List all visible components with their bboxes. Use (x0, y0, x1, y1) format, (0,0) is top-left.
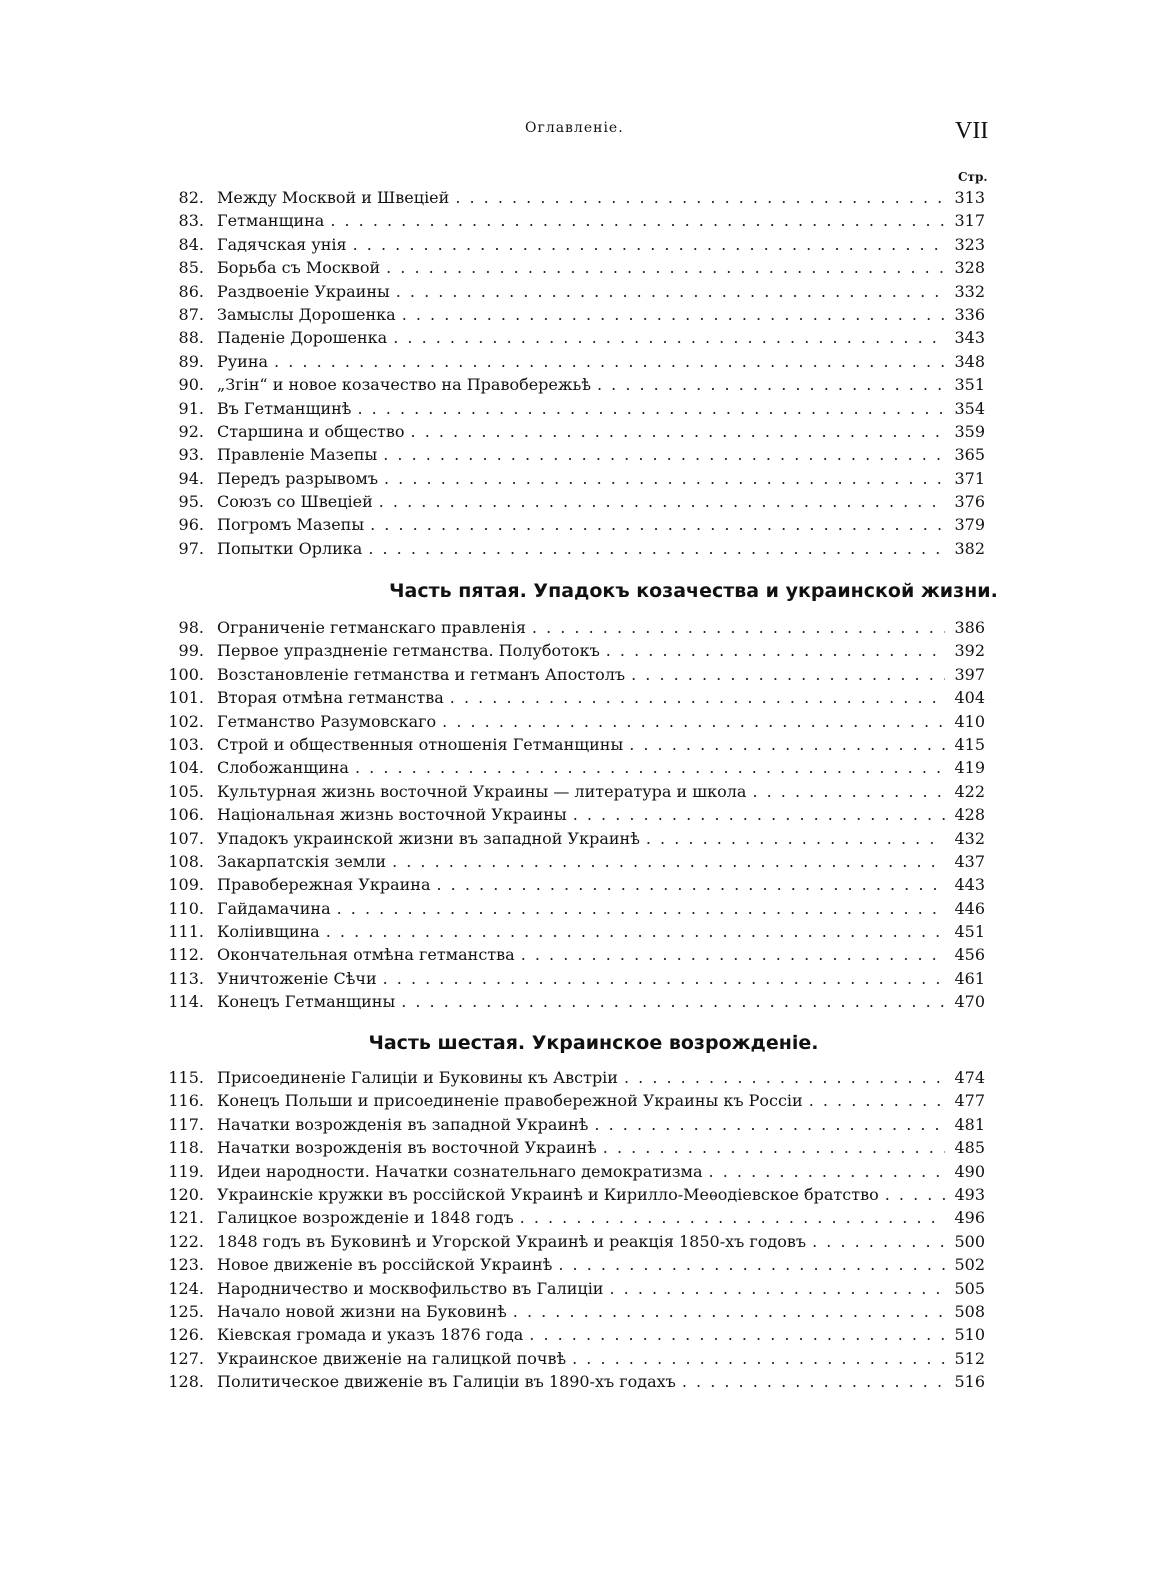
toc-entry (160, 710, 985, 733)
dot-leader (682, 1370, 945, 1393)
entry-number: 98. (178, 618, 204, 637)
toc-entry (160, 827, 985, 850)
entry-number: 128. (168, 1372, 204, 1392)
toc-entry (160, 1183, 985, 1206)
entry-title: Окончательная отмѣна гетманства (217, 945, 515, 965)
entry-number: 114. (168, 992, 204, 1012)
entry-title: Борьба съ Москвой (217, 258, 381, 278)
dot-leader (386, 256, 945, 279)
entry-number: 89. (178, 351, 204, 371)
dot-leader (379, 490, 945, 513)
entry-page-number: 500 (954, 1231, 985, 1251)
dot-leader (594, 1113, 945, 1136)
entry-number: 100. (168, 664, 204, 684)
entry-page-number: 332 (954, 281, 985, 301)
toc-entry (160, 1323, 985, 1346)
dot-leader (809, 1089, 945, 1112)
toc-entry (160, 513, 985, 536)
toc-entry (160, 1206, 985, 1229)
entry-title: Украинское движеніе на галицкой почвѣ (217, 1348, 567, 1368)
toc-entry (160, 537, 985, 560)
toc-entry (160, 686, 985, 709)
entry-page-number: 323 (954, 234, 985, 254)
entry-title: Гетманство Разумовскаго (217, 711, 437, 731)
entry-title: Погромъ Мазепы (217, 515, 365, 535)
entry-page-number: 379 (954, 515, 985, 535)
entry-title: Гайдамачина (217, 898, 331, 918)
entry-number: 94. (178, 468, 204, 488)
entry-title: Начатки возрожденія въ восточной Украинѣ (217, 1138, 597, 1158)
toc-entry (160, 943, 985, 966)
toc-entry (160, 420, 985, 443)
toc-entry (160, 803, 985, 826)
dot-leader (603, 1136, 945, 1159)
entry-page-number: 505 (954, 1278, 985, 1298)
entry-page-number: 474 (954, 1068, 985, 1087)
entry-number: 115. (168, 1068, 204, 1087)
toc-entry (160, 850, 985, 873)
toc-entry (160, 1347, 985, 1370)
entry-title: Галицкое возрожденіе и 1848 годъ (217, 1208, 514, 1228)
toc-entry (160, 663, 985, 686)
dot-leader (455, 186, 945, 209)
toc-entry (160, 1230, 985, 1253)
toc-entry (160, 467, 985, 490)
entry-page-number: 516 (954, 1372, 985, 1392)
toc-entry (160, 967, 985, 990)
entry-page-number: 419 (954, 758, 985, 778)
toc-entry (160, 443, 985, 466)
entry-page-number: 477 (954, 1091, 985, 1111)
dot-leader (353, 233, 945, 256)
dot-leader (532, 616, 945, 639)
entry-number: 117. (168, 1114, 204, 1134)
toc-entry (160, 1066, 985, 1089)
entry-page-number: 437 (954, 851, 985, 871)
entry-title: Конецъ Польши и присоединеніе правобережной Украины къ Россіи (217, 1091, 803, 1111)
dot-leader (355, 756, 945, 779)
entry-page-number: 485 (954, 1138, 985, 1158)
entry-number: 120. (168, 1184, 204, 1204)
entry-number: 108. (168, 851, 204, 871)
entry-page-number: 490 (954, 1161, 985, 1181)
entry-title: Начало новой жизни на Буковинѣ (217, 1301, 507, 1321)
entry-number: 113. (168, 968, 204, 988)
dot-leader (337, 897, 945, 920)
toc-entry (160, 1089, 985, 1112)
entry-title: Раздвоеніе Украины (217, 281, 390, 301)
dot-leader (437, 873, 946, 896)
entry-page-number: 451 (954, 922, 985, 942)
toc-entry (160, 1300, 985, 1323)
dot-leader (383, 967, 945, 990)
entry-page-number: 348 (954, 351, 985, 371)
entry-page-number: 351 (954, 375, 985, 395)
entry-page-number: 502 (954, 1255, 985, 1275)
entry-number: 90. (178, 375, 204, 395)
entry-number: 83. (178, 211, 204, 231)
entry-number: 106. (168, 805, 204, 825)
entry-number: 122. (168, 1231, 204, 1251)
entry-page-number: 493 (954, 1184, 985, 1204)
entry-number: 82. (178, 188, 204, 207)
dot-leader (709, 1160, 945, 1183)
entry-title: Попытки Орлика (217, 538, 363, 558)
entry-title: Новое движеніе въ россійской Украинѣ (217, 1255, 553, 1275)
entry-page-number: 410 (954, 711, 985, 731)
entry-title: Строй и общественныя отношенія Гетманщины (217, 734, 624, 754)
dot-leader (624, 1066, 945, 1089)
dot-leader (326, 920, 945, 943)
dot-leader (411, 420, 945, 443)
entry-page-number: 386 (954, 618, 985, 637)
entry-page-number: 313 (954, 188, 985, 207)
entry-page-number: 365 (954, 445, 985, 465)
toc-block-part5 (160, 616, 985, 1014)
entry-page-number: 328 (954, 258, 985, 278)
entry-title: Культурная жизнь восточной Украины — литература и школа (217, 781, 747, 801)
entry-number: 121. (168, 1208, 204, 1228)
dot-leader (330, 209, 945, 232)
toc-entry (160, 233, 985, 256)
entry-number: 110. (168, 898, 204, 918)
entry-title: Правленіе Мазепы (217, 445, 378, 465)
entry-title: 1848 годъ въ Буковинѣ и Угорской Украинѣ и реакція 1850-хъ годовъ (217, 1231, 807, 1251)
entry-page-number: 415 (954, 734, 985, 754)
dot-leader (274, 350, 945, 373)
entry-page-number: 512 (954, 1348, 985, 1368)
entry-page-number: 404 (954, 688, 985, 708)
entry-title: Украинскіе кружки въ россійской Украинѣ и Кирилло-Меѳодіевское братство (217, 1184, 879, 1204)
toc-entry (160, 1277, 985, 1300)
dot-leader (402, 303, 945, 326)
entry-title: Народничество и москвофильство въ Галиціи (217, 1278, 604, 1298)
entry-page-number: 422 (954, 781, 985, 801)
entry-page-number: 446 (954, 898, 985, 918)
dot-leader (885, 1183, 945, 1206)
entry-number: 95. (178, 492, 204, 512)
entry-number: 88. (178, 328, 204, 348)
entry-title: Упадокъ украинской жизни въ западной Украинѣ (217, 828, 640, 848)
entry-title: Гадячская унія (217, 234, 347, 254)
dot-leader (450, 686, 945, 709)
dot-leader (631, 663, 945, 686)
entry-page-number: 317 (954, 211, 985, 231)
toc-entry (160, 616, 985, 639)
entry-number: 124. (168, 1278, 204, 1298)
toc-entry (160, 920, 985, 943)
dot-leader (521, 943, 945, 966)
entry-title: Замыслы Дорошенка (217, 304, 396, 324)
entry-number: 85. (178, 258, 204, 278)
entry-number: 118. (168, 1138, 204, 1158)
toc-entry (160, 326, 985, 349)
entry-page-number: 456 (954, 945, 985, 965)
entry-page-number: 354 (954, 398, 985, 418)
dot-leader (609, 1277, 945, 1300)
entry-title: Вторая отмѣна гетманства (217, 688, 444, 708)
entry-number: 112. (168, 945, 204, 965)
toc-entry (160, 373, 985, 396)
entry-title: Конецъ Гетманщины (217, 992, 396, 1012)
entry-page-number: 371 (954, 468, 985, 488)
entry-number: 86. (178, 281, 204, 301)
entry-page-number: 382 (954, 538, 985, 558)
toc-entry (160, 756, 985, 779)
entry-number: 97. (178, 538, 204, 558)
entry-title: Паденіе Дорошенка (217, 328, 388, 348)
entry-number: 91. (178, 398, 204, 418)
entry-title: Руина (217, 351, 269, 371)
toc-entry (160, 1370, 985, 1393)
entry-title: Національная жизнь восточной Украины (217, 805, 567, 825)
entry-number: 111. (168, 922, 204, 942)
toc-entry (160, 303, 985, 326)
toc-block-part6 (160, 1066, 985, 1393)
running-head: Оглавленіе. (525, 120, 624, 136)
dot-leader (572, 1347, 945, 1370)
toc-entry (160, 873, 985, 896)
entry-title: Ограниченіе гетманскаго правленія (217, 618, 526, 637)
dot-leader (646, 827, 945, 850)
toc-entry (160, 733, 985, 756)
entry-page-number: 392 (954, 641, 985, 661)
entry-page-number: 359 (954, 421, 985, 441)
toc-entry (160, 490, 985, 513)
toc-entry (160, 350, 985, 373)
toc-entry (160, 1113, 985, 1136)
dot-leader (401, 990, 945, 1013)
dot-leader (558, 1253, 945, 1276)
dot-leader (393, 326, 945, 349)
dot-leader (370, 513, 945, 536)
entry-number: 104. (168, 758, 204, 778)
entry-title: Первое упраздненіе гетманства. Полуботокъ (217, 641, 600, 661)
toc-entry (160, 897, 985, 920)
entry-page-number: 343 (954, 328, 985, 348)
entry-title: Между Москвой и Швеціей (217, 188, 450, 207)
entry-title: Начатки возрожденія въ западной Украинѣ (217, 1114, 589, 1134)
entry-number: 119. (168, 1161, 204, 1181)
dot-leader (529, 1323, 945, 1346)
entry-page-number: 510 (954, 1325, 985, 1345)
entry-number: 107. (168, 828, 204, 848)
toc-entry (160, 256, 985, 279)
page-folio: VII (955, 118, 989, 144)
entry-page-number: 496 (954, 1208, 985, 1228)
entry-title: Передъ разрывомъ (217, 468, 378, 488)
entry-number: 99. (178, 641, 204, 661)
entry-number: 84. (178, 234, 204, 254)
dot-leader (520, 1206, 945, 1229)
entry-number: 101. (168, 688, 204, 708)
dot-leader (752, 780, 945, 803)
dot-leader (513, 1300, 945, 1323)
entry-number: 87. (178, 304, 204, 324)
entry-number: 102. (168, 711, 204, 731)
entry-title: Закарпатскія земли (217, 851, 387, 871)
dot-leader (629, 733, 945, 756)
dot-leader (597, 373, 945, 396)
entry-title: Слобожанщина (217, 758, 349, 778)
toc-entry (160, 639, 985, 662)
entry-number: 105. (168, 781, 204, 801)
entry-page-number: 443 (954, 875, 985, 895)
entry-page-number: 508 (954, 1301, 985, 1321)
entry-number: 116. (168, 1091, 204, 1111)
part-heading-6: Часть шестая. Украинское возрожденіе. (368, 1032, 819, 1054)
entry-page-number: 428 (954, 805, 985, 825)
entry-title: Идеи народности. Начатки сознательнаго демократизма (217, 1161, 703, 1181)
entry-number: 109. (168, 875, 204, 895)
dot-leader (396, 280, 945, 303)
toc-block-part4 (160, 186, 985, 560)
entry-title: Въ Гетманщинѣ (217, 398, 352, 418)
toc-entry (160, 397, 985, 420)
entry-title: Уничтоженіе Сѣчи (217, 968, 377, 988)
entry-page-number: 461 (954, 968, 985, 988)
entry-page-number: 376 (954, 492, 985, 512)
entry-title: Коліивщина (217, 922, 320, 942)
entry-page-number: 397 (954, 664, 985, 684)
dot-leader (573, 803, 945, 826)
entry-title: Кіевская громада и указъ 1876 года (217, 1325, 524, 1345)
dot-leader (384, 467, 945, 490)
dot-leader (442, 710, 945, 733)
entry-title: Присоединеніе Галиціи и Буковины къ Австріи (217, 1068, 618, 1087)
entry-title: Возстановленіе гетманства и гетманъ Апостолъ (217, 664, 626, 684)
entry-title: „Згін“ и новое козачество на Правобережьѣ (217, 375, 591, 395)
dot-leader (812, 1230, 945, 1253)
dot-leader (392, 850, 945, 873)
toc-entry (160, 280, 985, 303)
entry-page-number: 336 (954, 304, 985, 324)
entry-page-number: 470 (954, 992, 985, 1012)
toc-entry (160, 1136, 985, 1159)
entry-page-number: 432 (954, 828, 985, 848)
entry-title: Союзъ со Швеціей (217, 492, 373, 512)
entry-title: Политическое движеніе въ Галиціи въ 1890-хъ годахъ (217, 1372, 676, 1392)
toc-entry (160, 1160, 985, 1183)
entry-title: Правобережная Украина (217, 875, 431, 895)
dot-leader (368, 537, 945, 560)
part-heading-5: Часть пятая. Упадокъ козачества и украинской жизни. (389, 580, 998, 602)
entry-number: 123. (168, 1255, 204, 1275)
toc-entry (160, 1253, 985, 1276)
dot-leader (606, 639, 945, 662)
entry-number: 126. (168, 1325, 204, 1345)
toc-entry (160, 990, 985, 1013)
entry-page-number: 481 (954, 1114, 985, 1134)
dot-leader (357, 397, 945, 420)
page-column-label: Стр. (958, 170, 988, 184)
toc-entry (160, 186, 985, 209)
toc-entry (160, 209, 985, 232)
toc-entry (160, 780, 985, 803)
entry-number: 92. (178, 421, 204, 441)
dot-leader (383, 443, 945, 466)
entry-number: 96. (178, 515, 204, 535)
entry-number: 127. (168, 1348, 204, 1368)
entry-number: 103. (168, 734, 204, 754)
entry-title: Гетманщина (217, 211, 325, 231)
entry-number: 125. (168, 1301, 204, 1321)
entry-title: Старшина и общество (217, 421, 405, 441)
entry-number: 93. (178, 445, 204, 465)
